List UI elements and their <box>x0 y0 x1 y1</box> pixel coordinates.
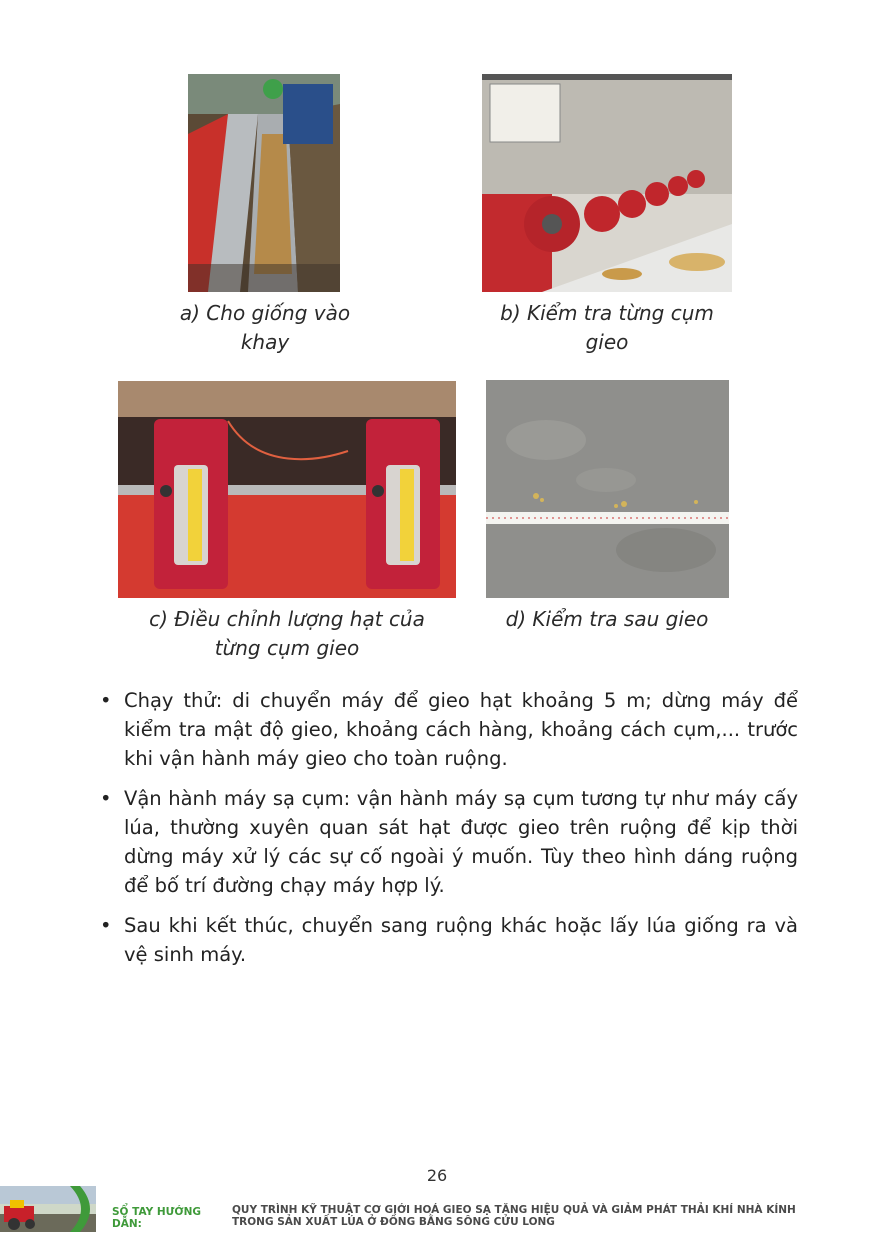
list-item: • Chạy thử: di chuyển máy để gieo hạt khoảng 5 m; dừng máy để kiểm tra mật độ gieo, khoảng cách hàng, khoảng cách cụm,... trước khi vận hành máy gieo cho toàn ruộng. <box>98 686 798 773</box>
caption-c: c) Điều chỉnh lượng hạt của từng cụm gieo <box>149 607 425 660</box>
photo-seed-rate-adjustment <box>118 381 456 598</box>
footer-title: QUY TRÌNH KỸ THUẬT CƠ GIỚI HOÁ GIEO SẠ TĂNG HIỆU QUẢ VÀ GIẢM PHÁT THẢI KHÍ NHÀ KÍNH TRONG SẢN XUẤT LÚA Ở ĐỒNG BẰNG SÔNG CỬU LONG <box>232 1204 796 1228</box>
page-number: 26 <box>426 1166 448 1185</box>
caption-d: d) Kiểm tra sau gieo <box>505 607 709 631</box>
caption-a: a) Cho giống vào khay <box>179 301 351 354</box>
list-item: • Sau khi kết thúc, chuyển sang ruộng khác hoặc lấy lúa giống ra và vệ sinh máy. <box>98 911 798 969</box>
caption-b: b) Kiểm tra từng cụm gieo <box>500 301 714 354</box>
photo-seed-tray <box>188 74 340 292</box>
list-item: • Vận hành máy sạ cụm: vận hành máy sạ cụm tương tự như máy cấy lúa, thường xuyên quan sát hạt được gieo trên ruộng để kịp thời dừng máy xử lý các sự cố ngoài ý muốn. Tùy theo hình dáng ruộng để bố trí đường chạy máy hợp lý. <box>98 784 798 900</box>
footer-label: SỔ TAY HƯỚNG DẪN: <box>112 1206 202 1230</box>
photo-after-sowing-check <box>486 380 729 598</box>
footer <box>112 1204 852 1228</box>
photo-seeder-units <box>482 74 732 292</box>
instruction-list <box>98 686 798 980</box>
footer-machine-thumbnail <box>0 1186 96 1232</box>
